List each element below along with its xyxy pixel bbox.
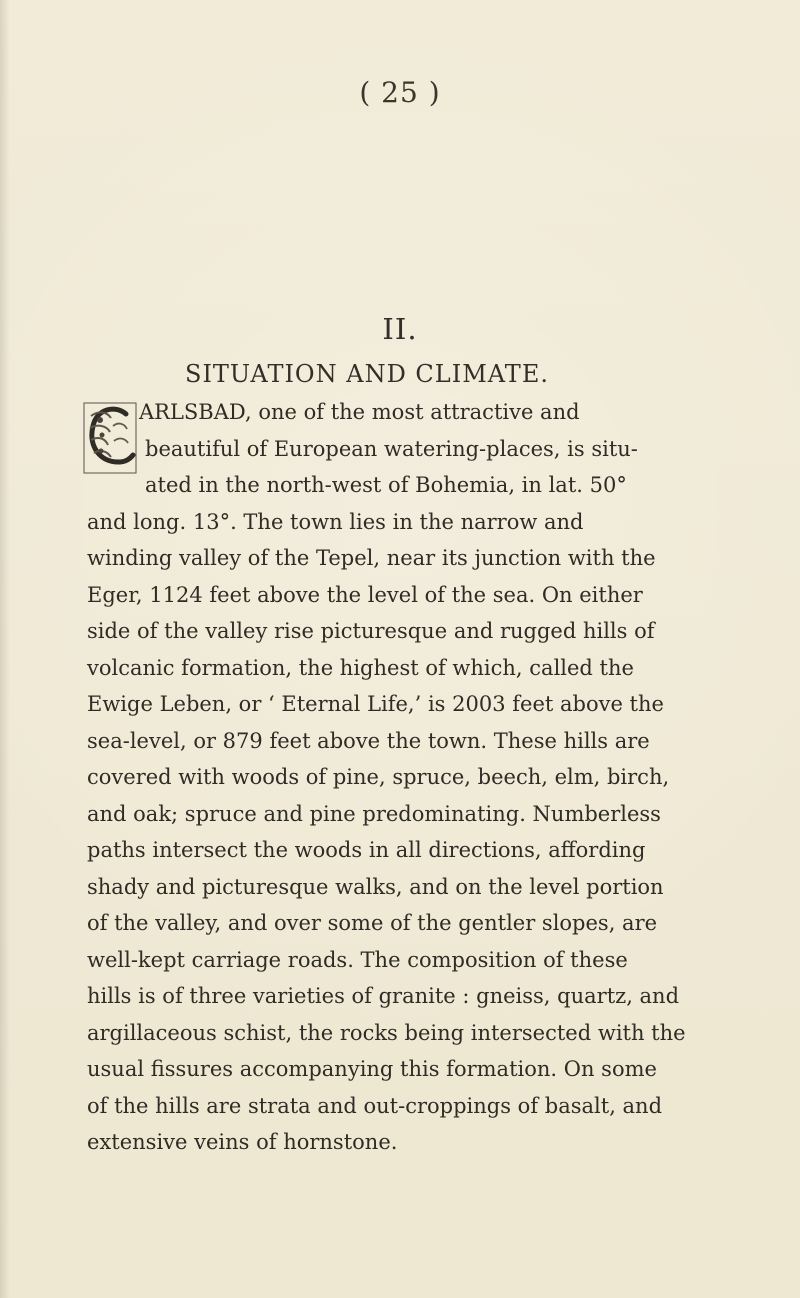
chapter-number: II. [382,312,418,346]
text-line: Ewige Leben, or ‘ Eternal Life,’ is 2003 feet above the [87,692,664,716]
text-line: winding valley of the Tepel, near its junction with the [87,546,656,570]
text-line: covered with woods of pine, spruce, beech, elm, birch, [87,765,670,789]
text-line: extensive veins of hornstone. [87,1130,398,1154]
text-line: of the valley, and over some of the gentler slopes, are [87,911,658,935]
text-line: sea-level, or 879 feet above the town. These hills are [87,728,650,753]
chapter-title: SITUATION AND CLIMATE. [185,360,549,388]
text-line: and oak; spruce and pine predominating. Numberless [87,801,661,826]
text-line: paths intersect the woods in all directions, affording [87,838,646,862]
text-line: hills is of three varieties of granite : gneiss, quartz, and [87,984,680,1008]
body-paragraph [87,394,727,1161]
text-line: ARLSBAD, one of the most attractive and [139,400,580,424]
text-line: well-kept carriage roads. The composition of these [87,947,628,972]
text-line: shady and picturesque walks, and on the level portion [87,874,664,899]
text-line: side of the valley rise picturesque and rugged hills of [87,619,655,643]
text-line: ated in the north-west of Bohemia, in lat. 50° [145,473,627,497]
page-number: ( 25 ) [359,76,441,109]
text-line: argillaceous schist, the rocks being intersected with the [87,1020,686,1045]
text-line: of the hills are strata and out-croppings of basalt, and [87,1093,663,1118]
text-line: volcanic formation, the highest of which, called the [87,655,634,680]
text-line: beautiful of European watering-places, is situ- [145,436,638,461]
text-line: Eger, 1124 feet above the level of the sea. On either [87,582,643,607]
text-line: and long. 13°. The town lies in the narrow and [87,509,584,534]
text-line: usual fissures accompanying this formation. On some [87,1057,657,1081]
page-edge-shadow [0,0,10,1298]
